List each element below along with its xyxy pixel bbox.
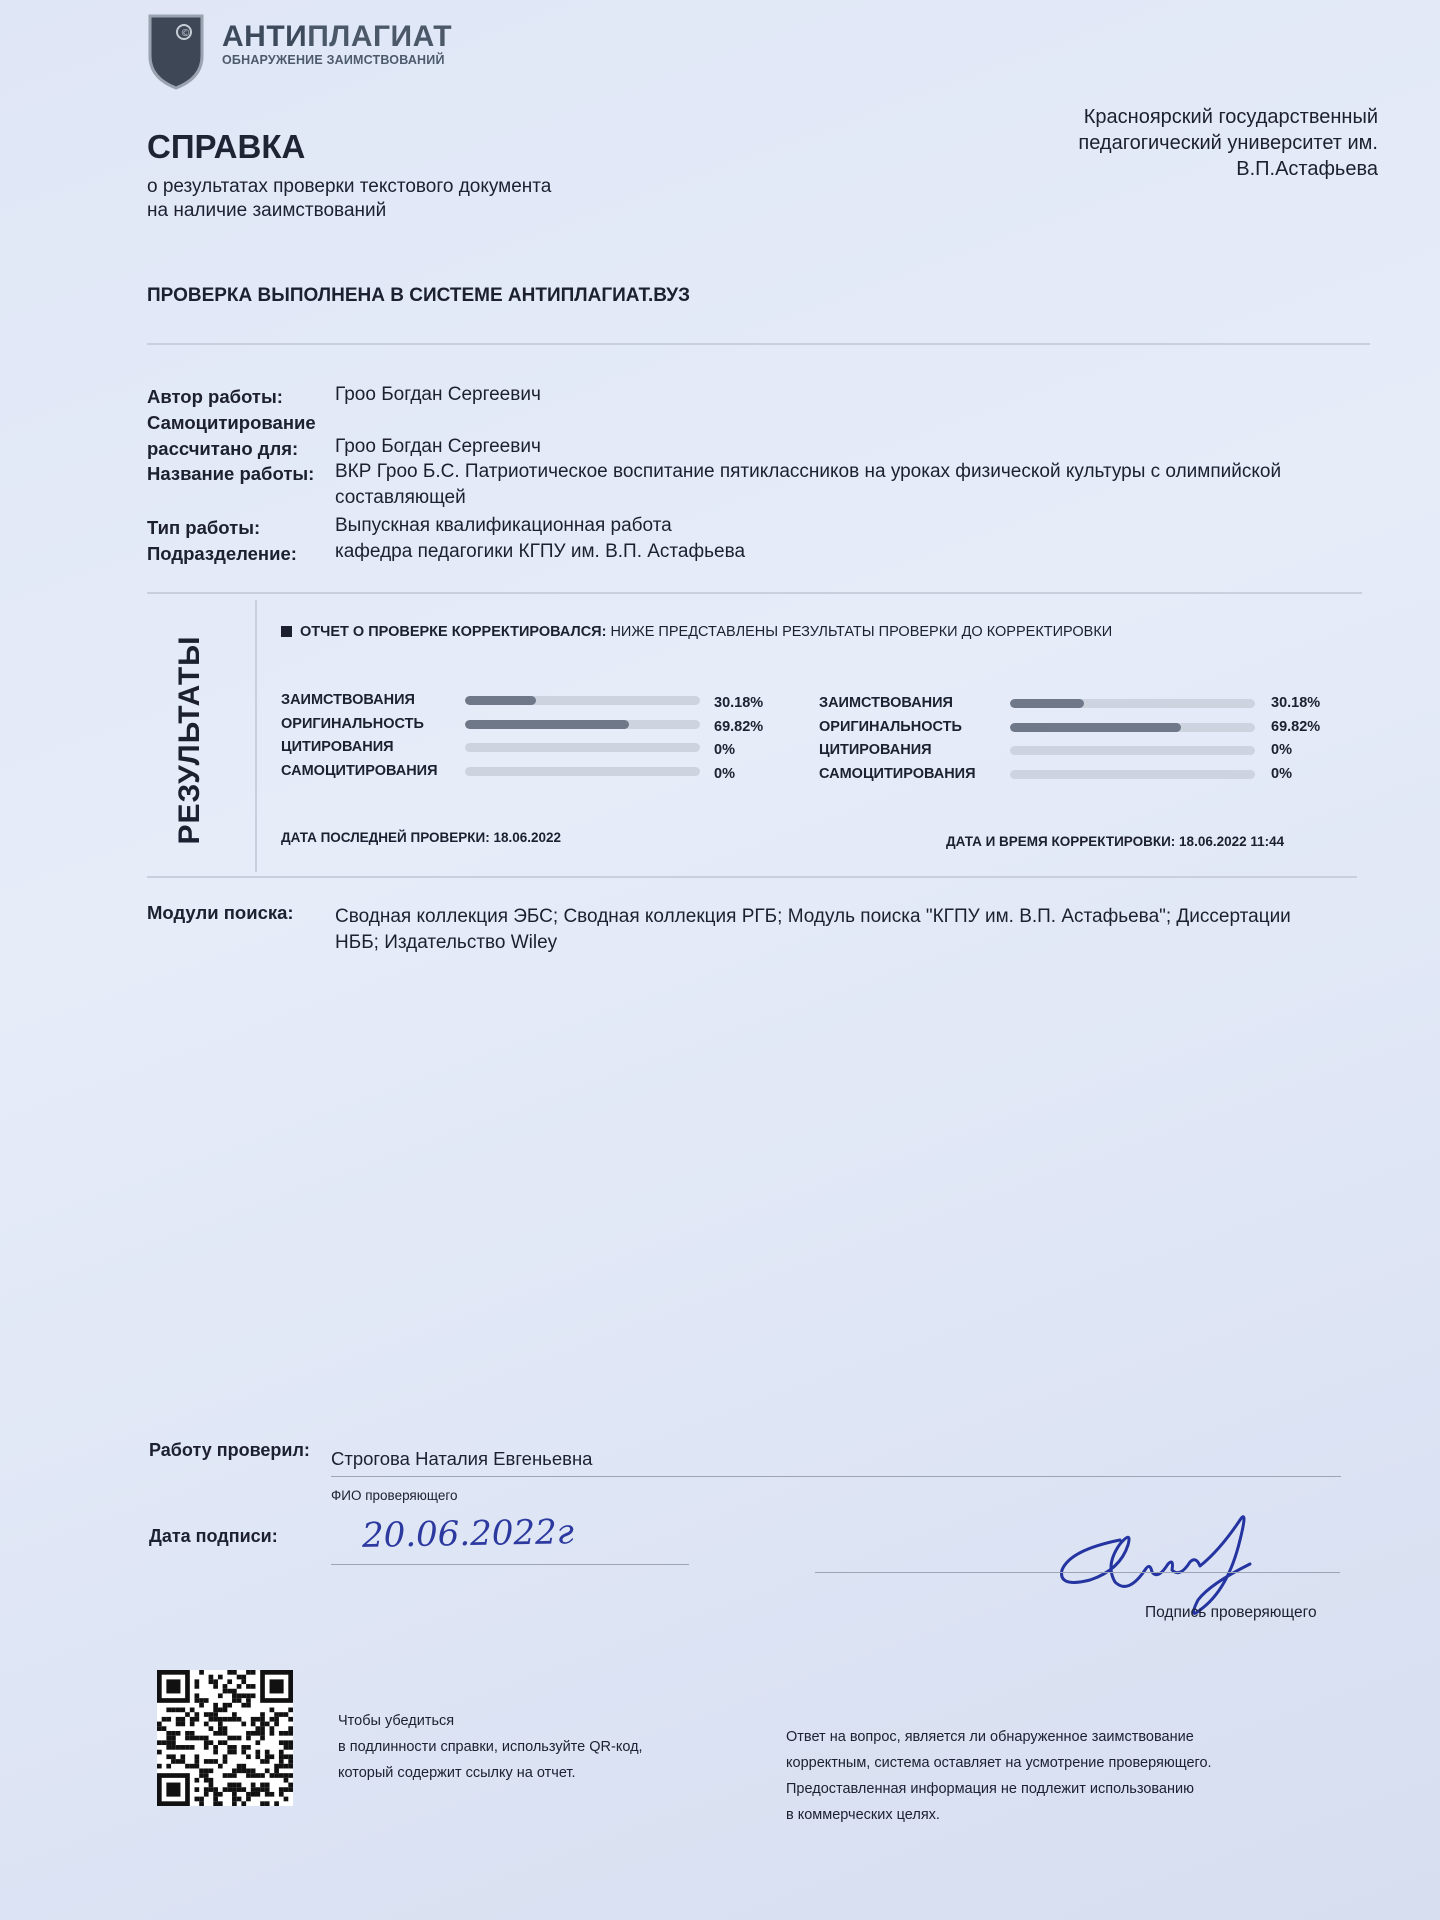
modules-value: Сводная коллекция ЭБС; Сводная коллекция РГБ; Модуль поиска "КГПУ им. В.П. Астафьева"; Диссертации НББ; Издательство Wiley — [335, 906, 1291, 953]
metric-label: ЗАИМСТВОВАНИЯ — [819, 695, 953, 711]
metric-label: ЦИТИРОВАНИЯ — [819, 742, 932, 758]
organization-line: Красноярский государственный — [1083, 106, 1378, 128]
metric-label: САМОЦИТИРОВАНИЯ — [819, 766, 976, 782]
work-title-label: Название работы: — [147, 463, 315, 484]
checker-label: Работу проверил: — [149, 1440, 310, 1460]
disclaimer-line: в коммерческих целях. — [786, 1807, 940, 1823]
qr-text-line: который содержит ссылку на отчет. — [338, 1765, 576, 1781]
notice-bold: ОТЧЕТ О ПРОВЕРКЕ КОРРЕКТИРОВАЛСЯ: — [300, 624, 607, 640]
logo-wordmark — [222, 20, 452, 54]
metric-bar — [1010, 723, 1255, 732]
results-vertical-divider — [255, 600, 257, 872]
disclaimer-line: корректным, система оставляет на усмотрение проверяющего. — [786, 1755, 1212, 1771]
antiplagiat-logo-shield-icon — [146, 10, 206, 92]
metric-value: 30.18% — [714, 695, 764, 711]
handwritten-date: 20.06.2022г — [361, 1512, 575, 1556]
subtitle-line: о результатах проверки текстового документа — [147, 176, 552, 197]
modules-label: Модули поиска: — [147, 902, 294, 923]
svg-text:©: © — [180, 28, 191, 39]
metric-value: 0% — [714, 766, 735, 782]
results-heading — [145, 615, 259, 865]
author-label: Автор работы: — [147, 386, 283, 407]
disclaimer-line: Ответ на вопрос, является ли обнаруженное заимствование — [786, 1729, 1194, 1745]
results-heading-text: РЕЗУЛЬТАТЫ — [173, 635, 206, 845]
logo-tagline: ОБНАРУЖЕНИЕ ЗАИМСТВОВАНИЙ — [222, 53, 445, 67]
department-value: кафедра педагогики КГПУ им. В.П. Астафьева — [335, 541, 746, 562]
logo-wordmark-part1: АНТИ — [222, 20, 308, 53]
last-check-date: ДАТА ПОСЛЕДНЕЙ ПРОВЕРКИ: 18.06.2022 — [281, 830, 562, 845]
metric-bar — [465, 720, 700, 729]
system-line: ПРОВЕРКА ВЫПОЛНЕНА В СИСТЕМЕ АНТИПЛАГИАТ.ВУЗ — [147, 285, 691, 306]
checker-underline — [331, 1476, 1341, 1477]
disclaimer-line: Предоставленная информация не подлежит использованию — [786, 1781, 1194, 1797]
author-value: Гроо Богдан Сергеевич — [335, 384, 541, 405]
qr-code — [157, 1668, 293, 1808]
work-title-value: ВКР Гроо Б.С. Патриотическое воспитание пятиклассников на уроках физической культуры с олимпийской составляющей — [335, 461, 1282, 508]
logo-wordmark-part2: ПЛАГИАТ — [307, 20, 453, 53]
metric-fill — [465, 696, 536, 705]
metric-value: 69.82% — [1271, 719, 1321, 735]
qr-text-line: в подлинности справки, используйте QR-код, — [338, 1739, 643, 1755]
sign-date-label: Дата подписи: — [149, 1526, 278, 1546]
metric-bar — [465, 743, 700, 752]
qr-instructions — [338, 1708, 643, 1786]
metric-value: 0% — [714, 742, 735, 758]
metric-label: ЗАИМСТВОВАНИЯ — [281, 692, 415, 708]
fio-caption: ФИО проверяющего — [331, 1488, 458, 1503]
metric-value: 0% — [1271, 742, 1292, 758]
work-type-value: Выпускная квалификационная работа — [335, 515, 672, 536]
disclaimer — [786, 1724, 1346, 1828]
divider — [147, 343, 1370, 345]
metric-label: ЦИТИРОВАНИЯ — [281, 739, 394, 755]
work-type-label: Тип работы: — [147, 517, 261, 538]
document-title: СПРАВКА — [147, 128, 306, 165]
notice-square-icon — [281, 626, 292, 637]
metric-bar — [1010, 746, 1255, 755]
metric-value: 30.18% — [1271, 695, 1321, 711]
qr-text-line: Чтобы убедиться — [338, 1713, 455, 1729]
metric-label: САМОЦИТИРОВАНИЯ — [281, 763, 438, 779]
selfcite-label-line2: рассчитано для: — [147, 438, 299, 459]
metric-label: ОРИГИНАЛЬНОСТЬ — [281, 716, 424, 732]
document-subtitle — [147, 175, 551, 223]
department-label: Подразделение: — [147, 543, 297, 564]
organization-name — [958, 104, 1378, 182]
signature-caption: Подпись проверяющего — [1145, 1604, 1317, 1621]
metric-bar — [465, 767, 700, 776]
date-underline — [331, 1564, 689, 1565]
metric-bar — [465, 696, 700, 705]
metric-bar — [1010, 699, 1255, 708]
metric-fill — [1010, 699, 1084, 708]
organization-line: педагогический университет им. — [1078, 132, 1378, 154]
results-bottom-divider — [147, 876, 1357, 878]
correction-datetime: ДАТА И ВРЕМЯ КОРРЕКТИРОВКИ: 18.06.2022 11:44 — [946, 834, 1285, 849]
correction-notice — [281, 624, 1112, 640]
metric-fill — [1010, 723, 1181, 732]
subtitle-line: на наличие заимствований — [147, 200, 387, 221]
metric-fill — [465, 720, 629, 729]
notice-text: НИЖЕ ПРЕДСТАВЛЕНЫ РЕЗУЛЬТАТЫ ПРОВЕРКИ ДО КОРРЕКТИРОВКИ — [606, 624, 1113, 640]
results-top-divider — [147, 592, 1362, 594]
metric-value: 69.82% — [714, 719, 764, 735]
organization-line: В.П.Астафьева — [1236, 158, 1378, 180]
selfcite-label-line1: Самоцитирование — [147, 412, 316, 433]
metric-label: ОРИГИНАЛЬНОСТЬ — [819, 719, 962, 735]
checker-value: Строгова Наталия Евгеньевна — [331, 1448, 593, 1469]
selfcite-value: Гроо Богдан Сергеевич — [335, 436, 541, 457]
signature-underline — [815, 1572, 1340, 1573]
metric-value: 0% — [1271, 766, 1292, 782]
metric-bar — [1010, 770, 1255, 779]
